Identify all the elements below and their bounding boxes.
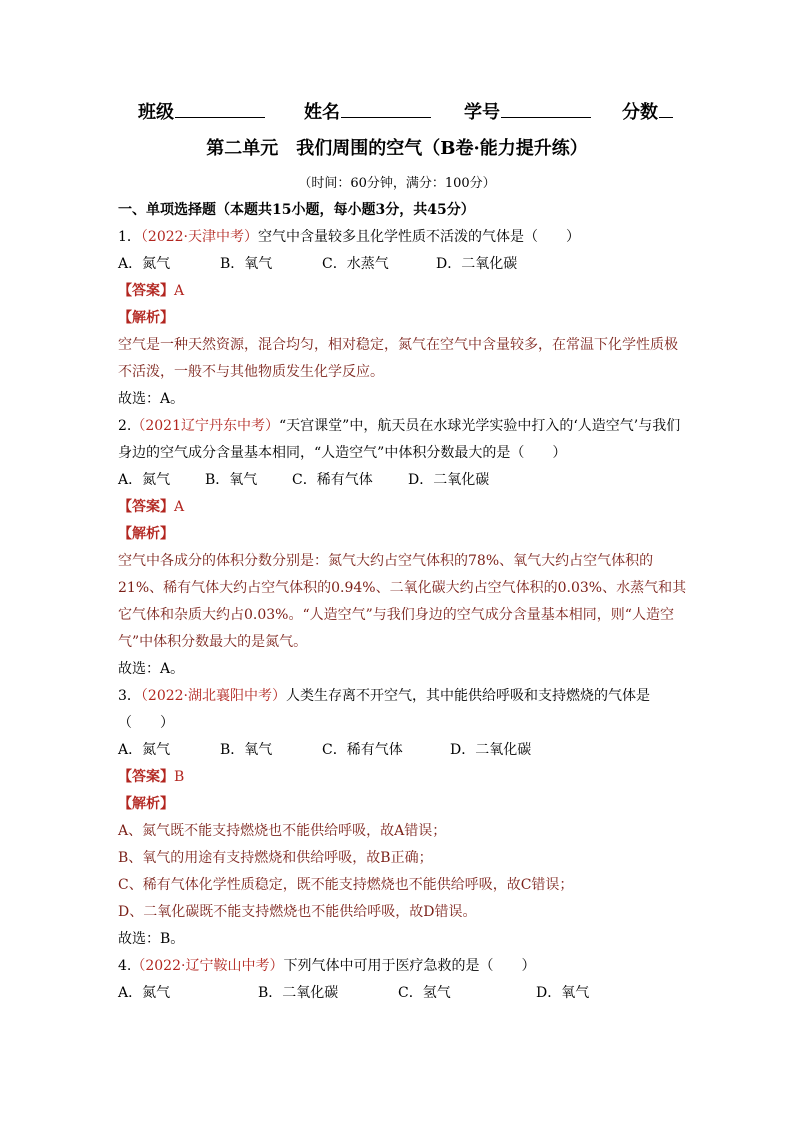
question-1-source: （2022·天津中考） [140, 229, 259, 245]
question-3-option-d[interactable]: D．二氧化碳 [450, 742, 532, 758]
question-1-analysis-line-1: 空气是一种天然资源，混合均匀，相对稳定，氮气在空气中含量较多，在常温下化学性质极 [118, 337, 678, 353]
question-3-option-a[interactable]: A．氮气 [118, 742, 171, 758]
question-2-answer: 【答案】A [118, 499, 185, 515]
question-3-analysis-line-4: D、二氧化碳既不能支持燃烧也不能供给呼吸，故D错误。 [118, 904, 477, 920]
question-1-option-c[interactable]: C．水蒸气 [322, 256, 389, 272]
question-3-stem-line-2: （ ） [118, 715, 174, 731]
question-1-analysis-line-2: 不活泼，一般不与其他物质发生化学反应。 [118, 364, 384, 380]
page-subtitle: （时间：60分钟，满分：100分） [298, 176, 496, 191]
question-1-analysis-label: 【解析】 [118, 310, 174, 326]
question-2-analysis-line-3: 它气体和杂质大约占0.03%。“人造空气”与我们身边的空气成分含量基本相同，则“人造空 [118, 607, 674, 623]
name-field: 姓名 [304, 98, 431, 124]
page-title: 第二单元 我们周围的空气（B卷·能力提升练） [206, 138, 588, 159]
section-heading: 一、单项选择题（本题共15小题，每小题3分，共45分） [118, 202, 475, 218]
student-id-blank[interactable] [501, 98, 591, 118]
question-3-choice: 故选：B。 [118, 931, 185, 947]
question-3-source: （2022·湖北襄阳中考） [140, 688, 287, 704]
question-4-source: （2022·辽宁鞍山中考） [131, 958, 284, 974]
question-2-stem-line-2: 身边的空气成分含量基本相同，“人造空气”中体积分数最大的是（ ） [118, 445, 567, 461]
student-id-field: 学号 [464, 98, 591, 124]
question-2-analysis-line-4: 气”中体积分数最大的是氮气。 [118, 634, 308, 650]
score-field: 分数 [622, 98, 673, 124]
question-1-option-d[interactable]: D．二氧化碳 [436, 256, 518, 272]
question-3-option-c[interactable]: C．稀有气体 [322, 742, 403, 758]
question-2-option-d[interactable]: D．二氧化碳 [408, 472, 490, 488]
question-2-stem-line-1: 2.（2021辽宁丹东中考）“天宫课堂”中，航天员在水球光学实验中打入的‘人造空气’与我们 [118, 418, 681, 434]
question-2-analysis-label: 【解析】 [118, 526, 174, 542]
score-blank[interactable] [659, 98, 673, 118]
question-4-option-c[interactable]: C．氢气 [398, 985, 451, 1001]
question-4-option-d[interactable]: D．氧气 [536, 985, 590, 1001]
question-3-analysis-line-3: C、稀有气体化学性质稳定，既不能支持燃烧也不能供给呼吸，故C错误； [118, 877, 574, 893]
question-3-option-b[interactable]: B．氧气 [220, 742, 273, 758]
question-3-analysis-line-1: A、氮气既不能支持燃烧也不能供给呼吸，故A错误； [118, 823, 447, 839]
question-1-choice: 故选：A。 [118, 391, 185, 407]
question-2-analysis-line-1: 空气中各成分的体积分数分别是：氮气大约占空气体积的78%、氧气大约占空气体积的 [118, 553, 654, 569]
question-3-stem-line-1: 3．（2022·湖北襄阳中考）人类生存离不开空气，其中能供给呼吸和支持燃烧的气体是 [118, 688, 651, 704]
question-2-option-b[interactable]: B．氧气 [205, 472, 258, 488]
question-4-stem: 4.（2022·辽宁鞍山中考）下列气体中可用于医疗急救的是（ ） [118, 958, 536, 974]
student-info-header [0, 98, 794, 124]
question-4-option-b[interactable]: B．二氧化碳 [258, 985, 339, 1001]
name-blank[interactable] [341, 98, 431, 118]
question-1-option-b[interactable]: B．氧气 [220, 256, 273, 272]
question-3-analysis-line-2: B、氧气的用途有支持燃烧和供给呼吸，故B正确； [118, 850, 433, 866]
question-2-source: （2021辽宁丹东中考） [131, 418, 279, 434]
question-4-option-a[interactable]: A．氮气 [118, 985, 171, 1001]
question-2-analysis-line-2: 21%、稀有气体大约占空气体积的0.94%、二氧化碳大约占空气体积的0.03%、水蒸气和其 [118, 580, 687, 596]
question-2-choice: 故选：A。 [118, 661, 185, 677]
question-1-stem: 1．（2022·天津中考）空气中含量较多且化学性质不活泼的气体是（ ） [118, 229, 581, 245]
class-field: 班级 [138, 98, 265, 124]
question-1-answer: 【答案】A [118, 283, 185, 299]
question-3-answer: 【答案】B [118, 769, 185, 785]
question-3-analysis-label: 【解析】 [118, 796, 174, 812]
class-blank[interactable] [175, 98, 265, 118]
question-1-option-a[interactable]: A．氮气 [118, 256, 171, 272]
question-2-option-a[interactable]: A．氮气 [118, 472, 171, 488]
question-2-option-c[interactable]: C．稀有气体 [292, 472, 373, 488]
